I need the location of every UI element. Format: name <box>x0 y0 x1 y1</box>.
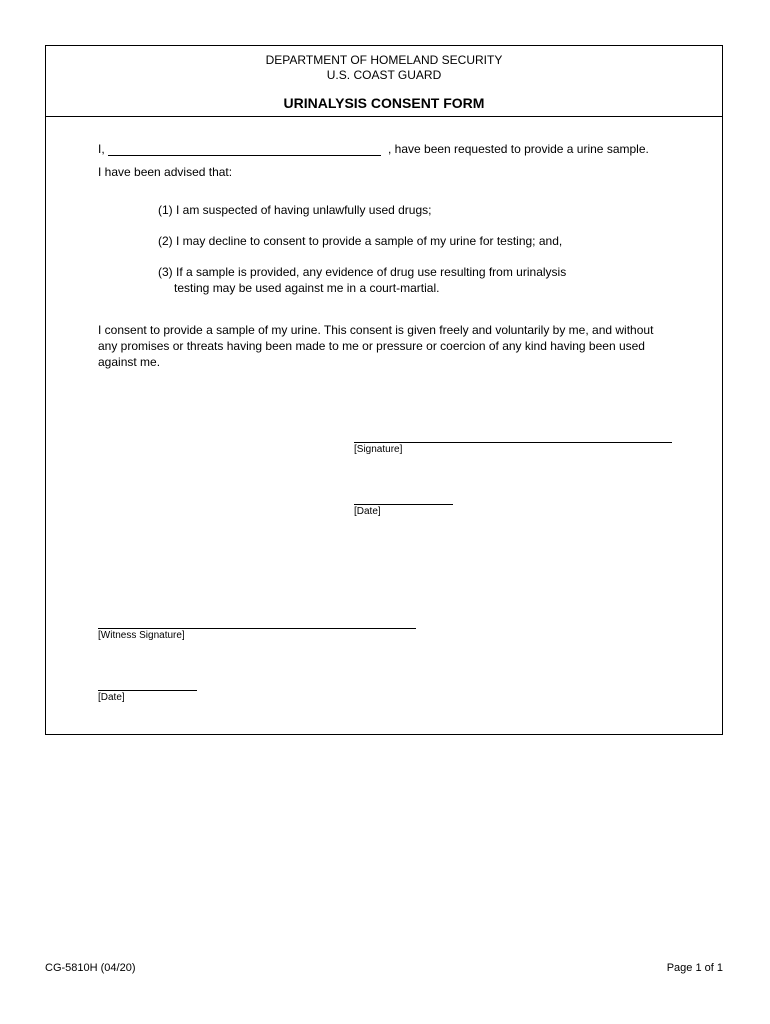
form-title: URINALYSIS CONSENT FORM <box>283 95 485 111</box>
witness-date-line <box>98 690 197 691</box>
date-field[interactable] <box>356 488 451 503</box>
witness-signature-line <box>98 628 416 629</box>
name-field[interactable] <box>110 140 378 155</box>
advisement-item-1: (1) I am suspected of having unlawfully used drugs; <box>158 203 432 217</box>
signature-label: [Signature] <box>354 444 403 455</box>
advisement-item-3: (3) If a sample is provided, any evidence of drug use resulting from urinalysis <box>158 265 567 279</box>
signature-line <box>354 442 672 443</box>
agency-name: U.S. COAST GUARD <box>326 68 442 82</box>
form-header <box>46 46 722 117</box>
consent-statement: I consent to provide a sample of my urine. This consent is given freely and voluntarily by me, and without any promises or threats having been made to me or pressure or coercion of any kind having been used against me. <box>98 323 654 369</box>
date-line <box>354 504 453 505</box>
advised-statement: I have been advised that: <box>98 165 233 179</box>
advisement-item-2: (2) I may decline to consent to provide a sample of my urine for testing; and, <box>158 234 563 248</box>
department-name: DEPARTMENT OF HOMELAND SECURITY <box>265 53 503 67</box>
form-frame <box>45 45 723 735</box>
witness-signature-label: [Witness Signature] <box>98 630 185 641</box>
name-field-line <box>108 155 381 156</box>
intro-prefix: I, <box>98 142 105 156</box>
witness-signature-field[interactable] <box>100 612 414 627</box>
advisement-item-3-continued: testing may be used against me in a court-martial. <box>174 281 440 295</box>
form-number: CG-5810H (04/20) <box>45 962 136 974</box>
signature-field[interactable] <box>356 426 670 441</box>
witness-date-field[interactable] <box>100 674 195 689</box>
page-indicator: Page 1 of 1 <box>666 962 723 974</box>
intro-suffix: , have been requested to provide a urine sample. <box>388 142 649 156</box>
date-label: [Date] <box>354 506 381 517</box>
witness-date-label: [Date] <box>98 692 125 703</box>
